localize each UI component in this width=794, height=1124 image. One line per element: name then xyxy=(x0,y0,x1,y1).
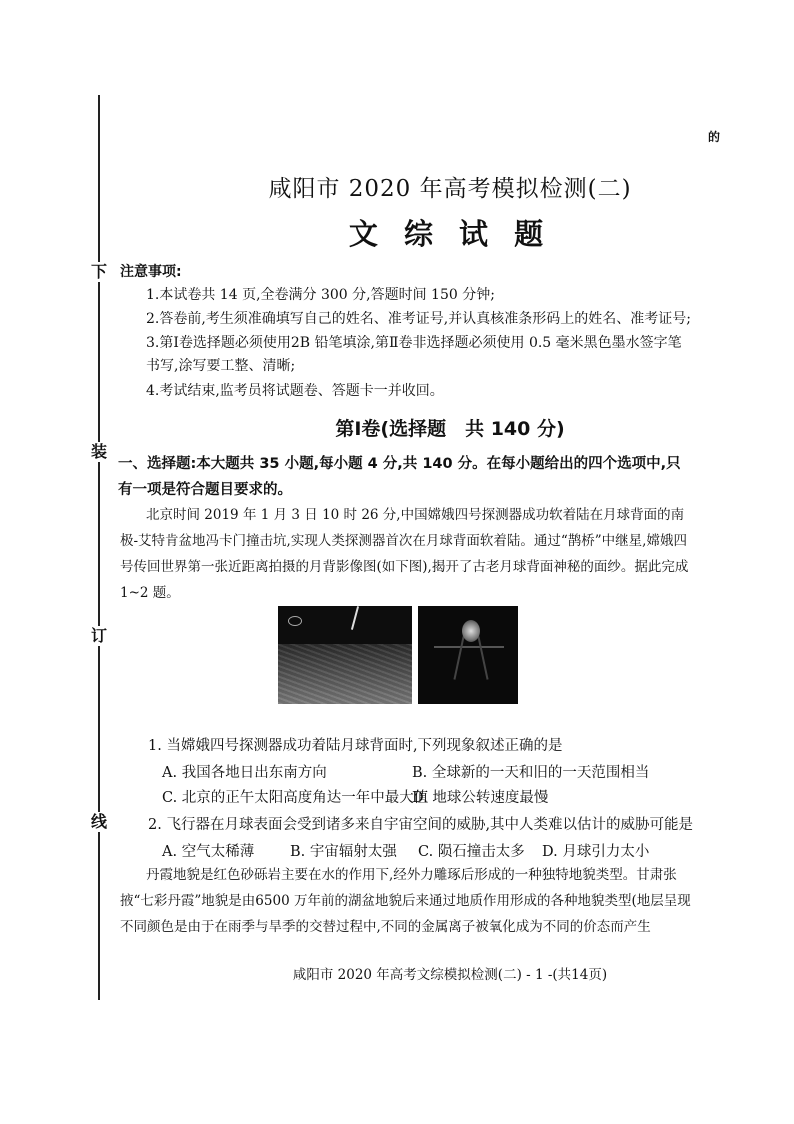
reading-passage-2: 丹霞地貌是红色砂砾岩主要在水的作用下,经外力雕琢后形成的一种独特地貌类型。甘肃张掖“七彩丹霞”地貌是由6500 万年前的湖盆地貌后来通过地质作用形成的各种地貌类型(地层呈现不同颜色是由于在雨季与旱季的交替过程中,不同的金属离子被氧化成为不同的价态而产生 xyxy=(120,867,691,935)
question-1-option-a: A. 我国各地日出东南方向 xyxy=(162,765,327,781)
question-1-option-c: C. 北京的正午太阳高度角达一年中最大值 xyxy=(162,790,429,806)
corner-mark: 的 xyxy=(708,130,721,144)
binding-char-xian: 线 xyxy=(90,812,107,831)
binding-char-xia: 下 xyxy=(90,262,107,281)
binding-char-zhuang: 装 xyxy=(90,442,107,461)
binding-char-ding: 订 xyxy=(90,626,107,645)
notice-item: 3.第Ⅰ卷选择题必须使用2B 铅笔填涂,第Ⅱ卷非选择题必须使用 0.5 毫米黑色墨水签字笔书写,涂写要工整、清晰; xyxy=(146,335,682,374)
question-2-option-a: A. 空气太稀薄 xyxy=(162,844,255,860)
question-2-stem: 2. 飞行器在月球表面会受到诸多来自宇宙空间的威胁,其中人类难以估计的威胁可能是 xyxy=(148,817,694,833)
notice-item: 1.本试卷共 14 页,全卷满分 300 分,答题时间 150 分钟; xyxy=(146,287,495,303)
question-2-option-d: D. 月球引力太小 xyxy=(542,844,650,860)
reading-passage: 北京时间 2019 年 1 月 3 日 10 时 26 分,中国嫦娥四号探测器成功软着陆在月球背面的南极-艾特肯盆地冯卡门撞击坑,实现人类探测器首次在月球背面软着陆。通过“鹊桥”中继星,嫦娥四号传回世界第一张近距离拍摄的月背影像图(如下图),揭开了古老月球背面神秘的面纱。据此完成 1~2 题。 xyxy=(120,507,689,601)
question-1-option-d: D. 地球公转速度最慢 xyxy=(412,790,549,806)
page-subtitle: 文 综 试 题 xyxy=(348,217,552,251)
question-1-option-b: B. 全球新的一天和旧的一天范围相当 xyxy=(412,765,650,781)
notice-heading: 注意事项: xyxy=(120,264,182,280)
rover-photo xyxy=(418,606,518,704)
question-2-option-b: B. 宇宙辐射太强 xyxy=(290,844,397,860)
binding-line xyxy=(98,95,100,1000)
notice-item: 2.答卷前,考生须准确填写自己的姓名、准考证号,并认真核准条形码上的姓名、准考证号; xyxy=(146,311,691,327)
page-footer: 咸阳市 2020 年高考文综模拟检测(二) - 1 -(共14页) xyxy=(292,967,608,983)
question-2-option-c: C. 陨石撞击太多 xyxy=(418,844,525,860)
question-1-stem: 1. 当嫦娥四号探测器成功着陆月球背面时,下列现象叙述正确的是 xyxy=(148,738,563,754)
section-title: 第Ⅰ卷(选择题 共 140 分) xyxy=(335,418,565,440)
section-intro: 一、选择题:本大题共 35 小题,每小题 4 分,共 140 分。在每小题给出的四个选项中,只有一项是符合题目要求的。 xyxy=(118,456,681,498)
moon-surface-photo xyxy=(278,606,412,704)
page-title: 咸阳市 2020 年高考模拟检测(二) xyxy=(268,176,632,202)
notice-item: 4.考试结束,监考员将试题卷、答题卡一并收回。 xyxy=(146,383,444,399)
